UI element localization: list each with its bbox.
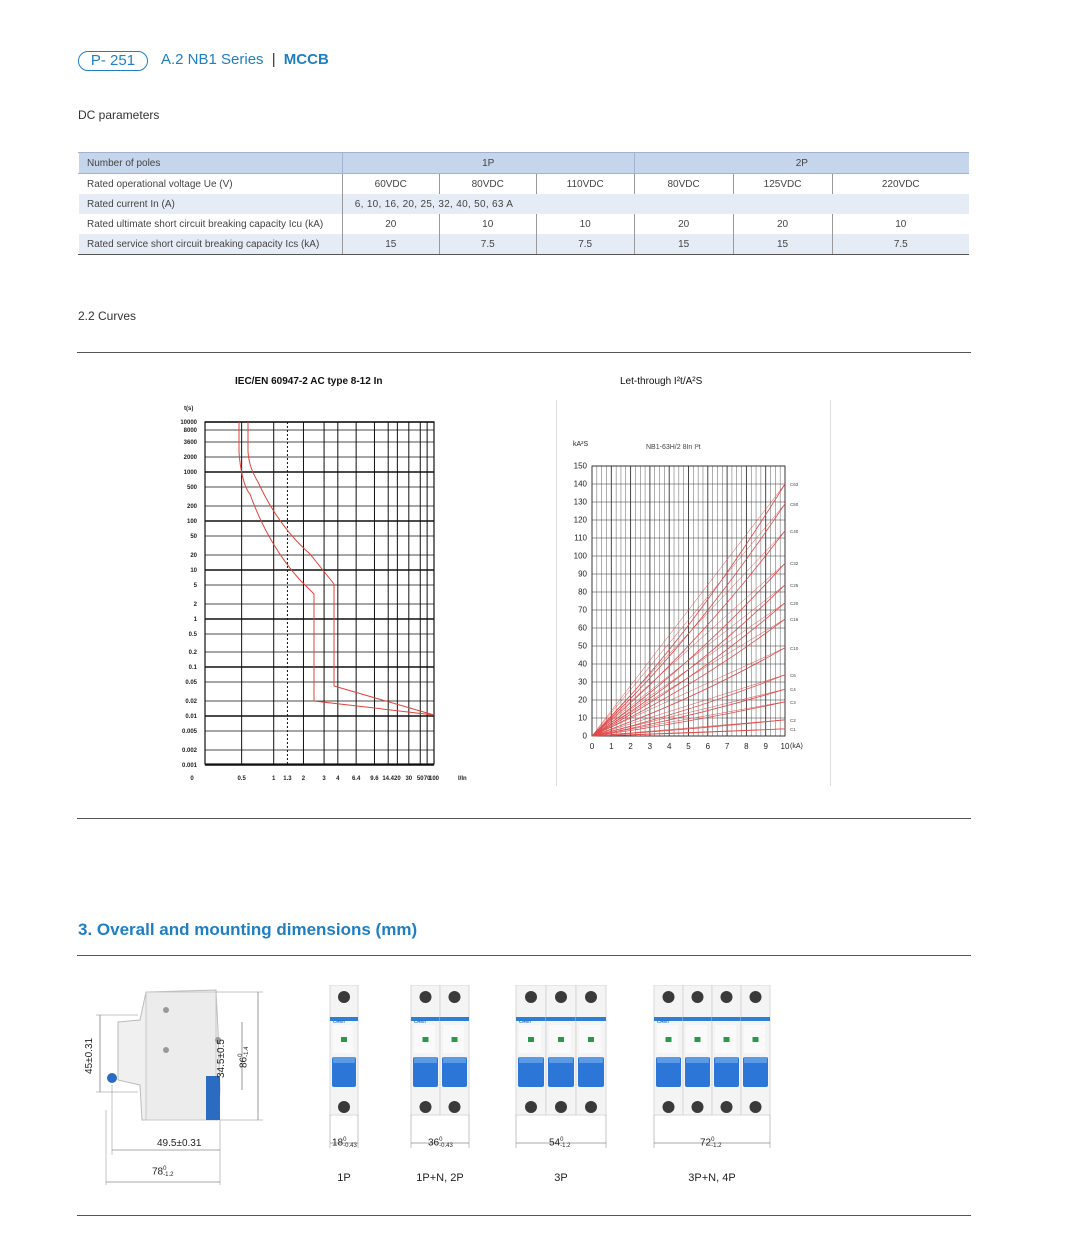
dc-section-title: DC parameters xyxy=(78,108,160,122)
series-label: C3 xyxy=(790,699,796,705)
terminal-screw xyxy=(721,1101,733,1113)
label-band xyxy=(576,1017,606,1021)
dim-width-outer xyxy=(152,1166,173,1178)
x-tick-label: 30 xyxy=(405,776,413,782)
table-cell: 15 xyxy=(634,234,733,255)
y-tick-label: 10 xyxy=(578,713,587,723)
series-label: C1 xyxy=(790,726,796,732)
width-dimension xyxy=(549,1137,570,1149)
series-label: C16 xyxy=(790,617,799,622)
y-tick-label: 50 xyxy=(578,641,587,651)
table-cell: 110VDC xyxy=(536,174,634,195)
terminal-screw xyxy=(525,991,537,1003)
y-tick-label: 2 xyxy=(193,602,197,608)
dim-width-inner: 49.5±0.31 xyxy=(157,1138,202,1149)
x-tick-label: 0 xyxy=(190,776,194,782)
table-cell: 80VDC xyxy=(634,174,733,195)
y-tick-label: 20 xyxy=(190,553,197,559)
y-tick-label: 80 xyxy=(578,587,587,597)
divider xyxy=(77,1215,971,1216)
breaker-side-panel xyxy=(146,992,216,1120)
y-axis-labels xyxy=(180,420,197,769)
table-cell: 7.5 xyxy=(439,234,536,255)
series-prefix: A.2 NB1 Series xyxy=(161,51,264,68)
x-tick-label: 3 xyxy=(647,742,653,751)
series-label: C20 xyxy=(790,600,799,606)
label-band xyxy=(712,1017,741,1021)
y-tick-label: 0.1 xyxy=(188,665,197,671)
status-window xyxy=(341,1037,347,1042)
terminal-screw xyxy=(420,1101,432,1113)
let-through-chart xyxy=(556,398,831,788)
group-1p: 1P xyxy=(342,153,634,174)
handle-highlight xyxy=(519,1057,543,1063)
status-window xyxy=(695,1037,701,1042)
y-tick-label: 20 xyxy=(578,695,587,705)
status-window xyxy=(666,1037,672,1042)
dim-value: 18 xyxy=(332,1137,344,1149)
divider xyxy=(77,352,971,353)
series-label: C6 xyxy=(790,672,796,678)
chart-frame xyxy=(205,422,434,764)
y-tick-label: 3600 xyxy=(183,440,197,446)
x-axis-title: I/In xyxy=(458,776,467,782)
y-tick-label: 2000 xyxy=(183,455,197,461)
dim-sup: 0 xyxy=(343,1137,347,1143)
table-row xyxy=(79,214,970,234)
terminal-screw xyxy=(750,1101,762,1113)
screw xyxy=(163,1007,169,1013)
trip-curve-upper xyxy=(248,422,434,715)
y-tick-label: 200 xyxy=(186,504,197,510)
series-label: C40 xyxy=(790,528,799,534)
x-tick-label: 6 xyxy=(705,742,711,751)
y-tick-label: 120 xyxy=(573,515,587,525)
handle-highlight xyxy=(443,1057,466,1063)
table-cell: 10 xyxy=(536,214,634,234)
terminal-screw xyxy=(525,1101,537,1113)
status-window xyxy=(558,1037,564,1042)
dim-value: 54 xyxy=(549,1137,561,1149)
y-tick-label: 140 xyxy=(573,479,587,489)
x-tick-label: 14.4 xyxy=(382,776,395,782)
terminal-screw xyxy=(338,991,350,1003)
dim-sub: -1.4 xyxy=(244,1046,250,1057)
dim-value: 72 xyxy=(700,1137,712,1149)
blue-handle xyxy=(206,1076,220,1120)
y-tick-label: 0.01 xyxy=(185,714,197,720)
table-cell: 10 xyxy=(832,214,969,234)
blue-clip xyxy=(107,1073,117,1083)
x-tick-label: 9 xyxy=(763,742,768,751)
dim-sup: 0 xyxy=(439,1137,443,1143)
page-number-badge: P- 251 xyxy=(78,51,148,71)
x-tick-label: 0.5 xyxy=(237,776,246,782)
brand-logo: CHNT xyxy=(519,1019,532,1024)
terminal-screw xyxy=(585,991,597,1003)
table-cell: 6, 10, 16, 20, 25, 32, 40, 50, 63 A xyxy=(342,194,969,214)
x-tick-label: 0 xyxy=(589,742,595,751)
terminal-screw xyxy=(449,991,461,1003)
terminal-screw xyxy=(692,991,704,1003)
terminal-screw xyxy=(585,1101,597,1113)
y-tick-label: 8000 xyxy=(183,428,197,434)
terminal-screw xyxy=(449,1101,461,1113)
handle-highlight xyxy=(333,1057,355,1063)
handle-highlight xyxy=(686,1057,709,1063)
y-tick-label: 60 xyxy=(578,623,587,633)
dim-sub: -0.43 xyxy=(343,1143,357,1149)
divider xyxy=(77,818,971,819)
handle-highlight xyxy=(657,1057,680,1063)
x-tick-label: 50 xyxy=(416,776,424,782)
series-label: C32 xyxy=(790,561,799,567)
status-window xyxy=(588,1037,594,1042)
terminal-screw xyxy=(692,1101,704,1113)
series-label: C25 xyxy=(790,582,799,588)
label-band xyxy=(683,1017,712,1021)
y-tick-label: 130 xyxy=(573,497,587,507)
curves-section-title: 2.2 Curves xyxy=(78,309,137,323)
series-separator: | xyxy=(271,51,276,68)
x-tick-label: 10 xyxy=(780,742,790,751)
dim-sub: -0.43 xyxy=(439,1143,453,1149)
width-dimension xyxy=(332,1137,357,1149)
inner-chart-title: NB1-63H/2 8In I²t xyxy=(646,444,701,451)
status-window xyxy=(423,1037,429,1042)
x-tick-label: 4 xyxy=(666,742,672,751)
variant-caption: 3P xyxy=(554,1172,568,1184)
label-band xyxy=(440,1017,469,1021)
series-label: C63 xyxy=(790,482,799,487)
handle-highlight xyxy=(579,1057,603,1063)
table-cell: 60VDC xyxy=(342,174,439,195)
row-label: Rated operational voltage Ue (V) xyxy=(79,174,343,195)
trip-curve-lower xyxy=(239,422,434,715)
label-band xyxy=(546,1017,576,1021)
y-tick-label: 1 xyxy=(193,617,197,623)
x-tick-label: 8 xyxy=(744,742,749,751)
variant-caption: 3P+N, 4P xyxy=(688,1172,736,1184)
x-tick-label: 6.4 xyxy=(351,776,361,782)
terminal-screw xyxy=(750,991,762,1003)
brand-logo: CHNT xyxy=(333,1019,346,1024)
row-label: Number of poles xyxy=(79,153,343,174)
x-tick-label: 9.6 xyxy=(370,776,379,782)
table-cell: 15 xyxy=(342,234,439,255)
y-tick-label: 0 xyxy=(582,731,587,741)
y-tick-label: 90 xyxy=(578,569,587,579)
y-tick-label: 0.05 xyxy=(185,680,197,686)
x-tick-label: 5 xyxy=(686,742,691,751)
y-tick-label: 0.2 xyxy=(188,650,197,656)
dim-sup: 0 xyxy=(163,1166,167,1172)
y-tick-label: 0.005 xyxy=(181,729,197,735)
screw xyxy=(163,1047,169,1053)
y-tick-label: 0.001 xyxy=(181,763,197,769)
table-cell: 10 xyxy=(439,214,536,234)
chart-grid xyxy=(205,422,434,765)
x-tick-label: 2 xyxy=(301,776,306,782)
table-cell: 20 xyxy=(342,214,439,234)
table-cell: 80VDC xyxy=(439,174,536,195)
dim-sub: -1.2 xyxy=(560,1143,571,1149)
x-tick-label: 70 xyxy=(423,776,431,782)
x-tick-label: 1 xyxy=(609,742,614,751)
dim-sup: 0 xyxy=(238,1053,244,1057)
brand-logo: CHNT xyxy=(414,1019,427,1024)
group-2p: 2P xyxy=(634,153,969,174)
handle-highlight xyxy=(715,1057,738,1063)
terminal-screw xyxy=(338,1101,350,1113)
dim-height-left: 45±0.31 xyxy=(84,1037,95,1074)
y-tick-label: 100 xyxy=(573,551,587,561)
row-label: Rated current In (A) xyxy=(79,194,343,214)
dim-sup: 0 xyxy=(711,1137,715,1143)
label-band xyxy=(741,1017,770,1021)
terminal-screw xyxy=(420,991,432,1003)
row-label: Rated service short circuit breaking capacity Ics (kA) xyxy=(79,234,343,255)
series-label: C4 xyxy=(790,687,796,693)
width-dimension xyxy=(428,1137,453,1149)
dim-sup: 0 xyxy=(560,1137,564,1143)
y-tick-label: 10 xyxy=(190,568,197,574)
x-tick-label: 1 xyxy=(272,776,276,782)
x-tick-label: 1.3 xyxy=(283,776,292,782)
x-axis-labels xyxy=(190,776,439,782)
status-window xyxy=(724,1037,730,1042)
y-tick-label: 100 xyxy=(186,519,197,525)
terminal-screw xyxy=(663,991,675,1003)
series-product: MCCB xyxy=(283,51,329,68)
x-tick-label: 3 xyxy=(322,776,326,782)
dim-value: 36 xyxy=(428,1137,440,1149)
table-row xyxy=(79,174,970,195)
table-cell: 7.5 xyxy=(536,234,634,255)
divider xyxy=(77,955,971,956)
x-tick-label: 100 xyxy=(428,776,440,782)
terminal-screw xyxy=(663,1101,675,1113)
y-tick-label: 150 xyxy=(573,461,587,471)
y-tick-label: 40 xyxy=(578,659,587,669)
x-tick-label: 2 xyxy=(628,742,633,751)
table-cell: 125VDC xyxy=(733,174,832,195)
table-cell: 7.5 xyxy=(832,234,969,255)
series-label: C10 xyxy=(790,645,799,651)
series-label: C2 xyxy=(790,717,796,723)
series-label: C50 xyxy=(790,501,799,507)
row-label: Rated ultimate short circuit breaking capacity Icu (kA) xyxy=(79,214,343,234)
chart-grid xyxy=(592,466,785,736)
time-current-chart xyxy=(170,398,480,788)
y-tick-label: 0.02 xyxy=(185,699,197,705)
table-cell: 20 xyxy=(634,214,733,234)
dim-sub: -1.2 xyxy=(711,1143,722,1149)
y-tick-label: 10000 xyxy=(180,420,197,426)
x-tick-label: 4 xyxy=(336,776,340,782)
terminal-screw xyxy=(721,991,733,1003)
handle-highlight xyxy=(549,1057,573,1063)
y-tick-label: 0.002 xyxy=(181,748,197,754)
y-axis-title: kA²S xyxy=(573,441,589,448)
y-tick-label: 5 xyxy=(193,583,197,589)
x-axis-title: (kA) xyxy=(790,743,803,750)
table-row xyxy=(79,153,970,174)
y-tick-label: 110 xyxy=(574,533,587,543)
status-window xyxy=(452,1037,458,1042)
y-tick-label: 500 xyxy=(186,485,197,491)
table-cell: 15 xyxy=(733,234,832,255)
status-window xyxy=(528,1037,534,1042)
dim-height-right xyxy=(238,1047,250,1068)
terminal-screw xyxy=(555,991,567,1003)
trip-curves xyxy=(239,422,434,715)
y-tick-label: 30 xyxy=(578,677,587,687)
dim-value: 86 xyxy=(238,1056,250,1068)
side-view-drawing xyxy=(78,980,278,1190)
handle-highlight xyxy=(744,1057,767,1063)
y-tick-label: 1000 xyxy=(183,470,197,476)
y-tick-label: 70 xyxy=(578,605,587,615)
y-tick-label: 0.5 xyxy=(188,632,197,638)
dimensions-section-title: 3. Overall and mounting dimensions (mm) xyxy=(78,920,418,939)
table-cell: 20 xyxy=(733,214,832,234)
handle-highlight xyxy=(414,1057,437,1063)
series-title xyxy=(161,51,329,68)
right-chart-title: Let-through I²t/A²S xyxy=(620,376,703,387)
x-tick-label: 20 xyxy=(394,776,401,782)
variant-caption: 1P xyxy=(337,1172,351,1184)
y-axis-title: t(s) xyxy=(184,406,194,412)
table-row xyxy=(79,194,970,214)
left-chart-title: IEC/EN 60947-2 AC type 8-12 In xyxy=(235,376,383,387)
table-row xyxy=(79,234,970,255)
dim-value: 78 xyxy=(152,1166,164,1178)
dc-parameters-table xyxy=(78,152,969,255)
terminal-screw xyxy=(555,1101,567,1113)
y-tick-label: 50 xyxy=(190,534,197,540)
status-window xyxy=(753,1037,759,1042)
width-dimension xyxy=(700,1137,721,1149)
x-tick-label: 7 xyxy=(724,742,730,751)
dim-sub: -1.2 xyxy=(163,1172,174,1178)
brand-logo: CHNT xyxy=(657,1019,670,1024)
table-cell: 220VDC xyxy=(832,174,969,195)
variant-caption: 1P+N, 2P xyxy=(416,1172,464,1184)
dim-height-mid: 34.5±0.5 xyxy=(216,1039,227,1078)
